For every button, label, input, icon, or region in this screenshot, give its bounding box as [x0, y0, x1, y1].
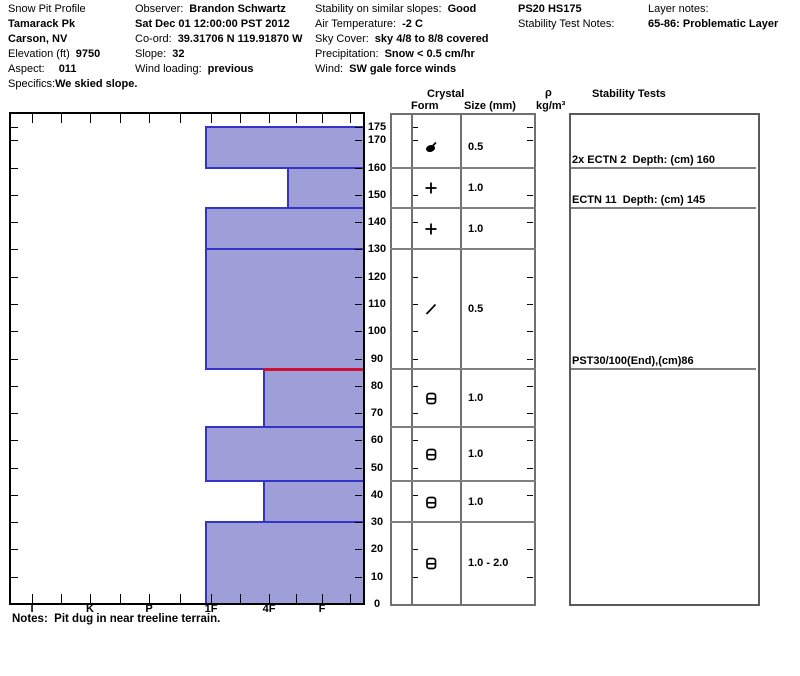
hardness-tick — [350, 114, 351, 123]
grain-size-value: 1.0 - 2.0 — [468, 557, 509, 569]
depth-label: 70 — [370, 407, 384, 419]
hardness-tick — [211, 114, 212, 123]
hardness-tick — [350, 594, 351, 603]
hardness-tick — [322, 594, 323, 603]
table-top-border — [390, 113, 536, 115]
precipitation-row: Precipitation: Snow < 0.5 cm/hr — [315, 48, 475, 60]
hardness-tick — [211, 594, 212, 603]
wind-value: SW gale force winds — [349, 63, 457, 75]
depth-tick — [11, 277, 18, 278]
depth-label: 170 — [367, 134, 387, 146]
depth-tick — [11, 549, 18, 550]
depth-tick — [527, 277, 533, 278]
table-bottom-border — [390, 604, 536, 606]
hardness-tick — [61, 114, 62, 123]
elevation-row: Elevation (ft) 9750 — [8, 48, 101, 60]
slope-value: 32 — [172, 48, 185, 60]
hardness-tick — [269, 594, 270, 603]
depth-tick — [11, 522, 18, 523]
depth-label: 150 — [367, 189, 387, 201]
size-header: Size (mm) — [464, 100, 516, 112]
table-row-divider — [390, 248, 536, 250]
crystal-symbol-square-bar — [424, 495, 438, 509]
plot-border — [9, 112, 365, 605]
crystal-symbol-slash — [424, 302, 438, 316]
depth-tick — [11, 331, 18, 332]
depth-tick — [527, 140, 533, 141]
specifics-value: We skied slope. — [55, 78, 138, 90]
depth-tick — [11, 195, 18, 196]
depth-tick — [11, 468, 18, 469]
depth-label: 90 — [370, 353, 384, 365]
stability-similar-row: Stability on similar slopes: Good — [315, 3, 477, 15]
grain-size-value: 1.0 — [468, 182, 484, 194]
grain-size-value: 1.0 — [468, 448, 484, 460]
precipitation-value: Snow < 0.5 cm/hr — [384, 48, 475, 60]
hardness-tick — [240, 114, 241, 123]
depth-tick — [527, 359, 533, 360]
layer-notes-label: Layer notes: — [648, 3, 709, 15]
hardness-label: P — [145, 603, 153, 615]
depth-label: 10 — [370, 571, 384, 583]
depth-label: 175 — [367, 121, 387, 133]
notes-label: Notes: — [12, 613, 48, 625]
specifics-row: Specifics:We skied slope. — [8, 78, 138, 90]
hardness-label: 1F — [204, 603, 218, 615]
hardness-tick — [240, 594, 241, 603]
table-row-divider — [390, 207, 536, 209]
depth-tick — [527, 468, 533, 469]
notes-text: Pit dug in near treeline terrain. — [54, 613, 221, 625]
hardness-tick — [149, 594, 150, 603]
sky-cover-value: sky 4/8 to 8/8 covered — [374, 33, 489, 45]
hardness-tick — [296, 114, 297, 123]
depth-tick — [11, 413, 18, 414]
grain-size-value: 1.0 — [468, 392, 484, 404]
crystal-symbol-plus — [424, 181, 438, 195]
sky-cover-row: Sky Cover: sky 4/8 to 8/8 covered — [315, 33, 489, 45]
aspect-row: Aspect: 011 — [8, 63, 77, 75]
table-row-divider — [390, 167, 536, 169]
depth-tick — [11, 495, 18, 496]
hardness-label: 4F — [262, 603, 276, 615]
depth-tick — [527, 413, 533, 414]
depth-tick — [527, 304, 533, 305]
hardness-tick — [90, 114, 91, 123]
depth-label: 0 — [373, 598, 381, 610]
elevation-value: 9750 — [75, 48, 101, 60]
stability-test-line — [571, 167, 756, 169]
depth-tick — [11, 140, 18, 141]
grain-size-value: 1.0 — [468, 496, 484, 508]
hardness-label: I — [30, 603, 34, 615]
depth-tick — [527, 331, 533, 332]
hardness-label: K — [86, 603, 94, 615]
depth-label: 160 — [367, 162, 387, 174]
slope-row: Slope: 32 — [135, 48, 185, 60]
depth-tick — [527, 495, 533, 496]
depth-tick — [11, 577, 18, 578]
stability-similar-value: Good — [447, 3, 477, 15]
density-symbol-header: ρ — [545, 87, 552, 99]
hardness-tick — [32, 594, 33, 603]
stability-tests-header: Stability Tests — [592, 88, 666, 100]
depth-tick — [11, 127, 18, 128]
form-header: Form — [411, 100, 439, 112]
depth-tick — [527, 549, 533, 550]
air-temp-row: Air Temperature: -2 C — [315, 18, 423, 30]
depth-label: 30 — [370, 516, 384, 528]
depth-tick — [527, 386, 533, 387]
crystal-header: Crystal — [427, 88, 465, 100]
depth-label: 110 — [368, 298, 386, 310]
hardness-label: F — [318, 603, 326, 615]
depth-label: 50 — [370, 462, 384, 474]
aspect-value: 011 — [58, 63, 77, 75]
hardness-tick — [61, 594, 62, 603]
grain-size-value: 0.5 — [468, 141, 484, 153]
depth-label: 130 — [367, 243, 387, 255]
stability-test-label: PST30/100(End),(cm)86 — [572, 355, 694, 367]
depth-label: 40 — [370, 489, 384, 501]
crystal-symbol-square-bar — [424, 447, 438, 461]
depth-label: 60 — [370, 434, 384, 446]
observer-row: Observer: Brandon Schwartz — [135, 3, 286, 15]
table-row-divider — [390, 368, 536, 370]
hardness-tick — [149, 114, 150, 123]
hardness-tick — [180, 594, 181, 603]
depth-tick — [11, 386, 18, 387]
crystal-symbol-dot-with-tail — [424, 140, 438, 154]
hardness-tick — [180, 114, 181, 123]
crystal-symbol-plus — [424, 222, 438, 236]
report-title: Snow Pit Profile — [8, 3, 86, 15]
grain-size-value: 1.0 — [468, 223, 484, 235]
datetime-row: Sat Dec 01 12:00:00 PST 2012 — [135, 18, 290, 30]
stability-test-label: 2x ECTN 2 Depth: (cm) 160 — [572, 154, 716, 166]
depth-tick — [527, 222, 533, 223]
depth-label: 120 — [367, 271, 387, 283]
depth-tick — [11, 222, 18, 223]
hardness-tick — [296, 594, 297, 603]
wind-loading-value: previous — [207, 63, 254, 75]
depth-tick — [527, 127, 533, 128]
stability-test-notes-label: Stability Test Notes: — [518, 18, 615, 30]
hardness-tick — [32, 114, 33, 123]
observer-value: Brandon Schwartz — [189, 3, 286, 15]
table-vertical-line — [460, 113, 462, 606]
hardness-tick — [269, 114, 270, 123]
depth-tick — [11, 249, 18, 250]
wind-loading-row: Wind loading: previous — [135, 63, 254, 75]
grain-size-value: 0.5 — [468, 303, 484, 315]
site-city: Carson, NV — [8, 33, 68, 45]
table-vertical-line — [390, 113, 392, 606]
table-row-divider — [390, 426, 536, 428]
pit-code: PS20 HS175 — [518, 3, 582, 15]
wind-row: Wind: SW gale force winds — [315, 63, 457, 75]
depth-label: 20 — [370, 543, 384, 555]
air-temp-value: -2 C — [402, 18, 423, 30]
coord-value: 39.31706 N 119.91870 W — [177, 33, 303, 45]
density-units-header: kg/m³ — [536, 100, 566, 112]
hardness-tick — [120, 114, 121, 123]
coord-row: Co-ord: 39.31706 N 119.91870 W — [135, 33, 303, 45]
table-vertical-line — [534, 113, 536, 606]
hardness-tick — [322, 114, 323, 123]
table-row-divider — [390, 480, 536, 482]
depth-tick — [527, 577, 533, 578]
hardness-tick — [120, 594, 121, 603]
layer-notes-value: 65-86: Problematic Layer — [648, 18, 779, 30]
depth-tick — [11, 359, 18, 360]
depth-tick — [11, 440, 18, 441]
crystal-symbol-square-bar — [424, 556, 438, 570]
depth-label: 140 — [367, 216, 387, 228]
stability-test-label: ECTN 11 Depth: (cm) 145 — [572, 194, 706, 206]
table-row-divider — [390, 521, 536, 523]
crystal-symbol-square-bar — [424, 391, 438, 405]
depth-label: 80 — [370, 380, 384, 392]
table-vertical-line — [411, 113, 413, 606]
depth-label: 100 — [367, 325, 387, 337]
depth-tick — [527, 195, 533, 196]
hardness-tick — [90, 594, 91, 603]
stability-test-line — [571, 207, 756, 209]
depth-tick — [11, 304, 18, 305]
depth-tick — [527, 440, 533, 441]
stability-test-line — [571, 368, 756, 370]
depth-tick — [11, 168, 18, 169]
site-name: Tamarack Pk — [8, 18, 76, 30]
